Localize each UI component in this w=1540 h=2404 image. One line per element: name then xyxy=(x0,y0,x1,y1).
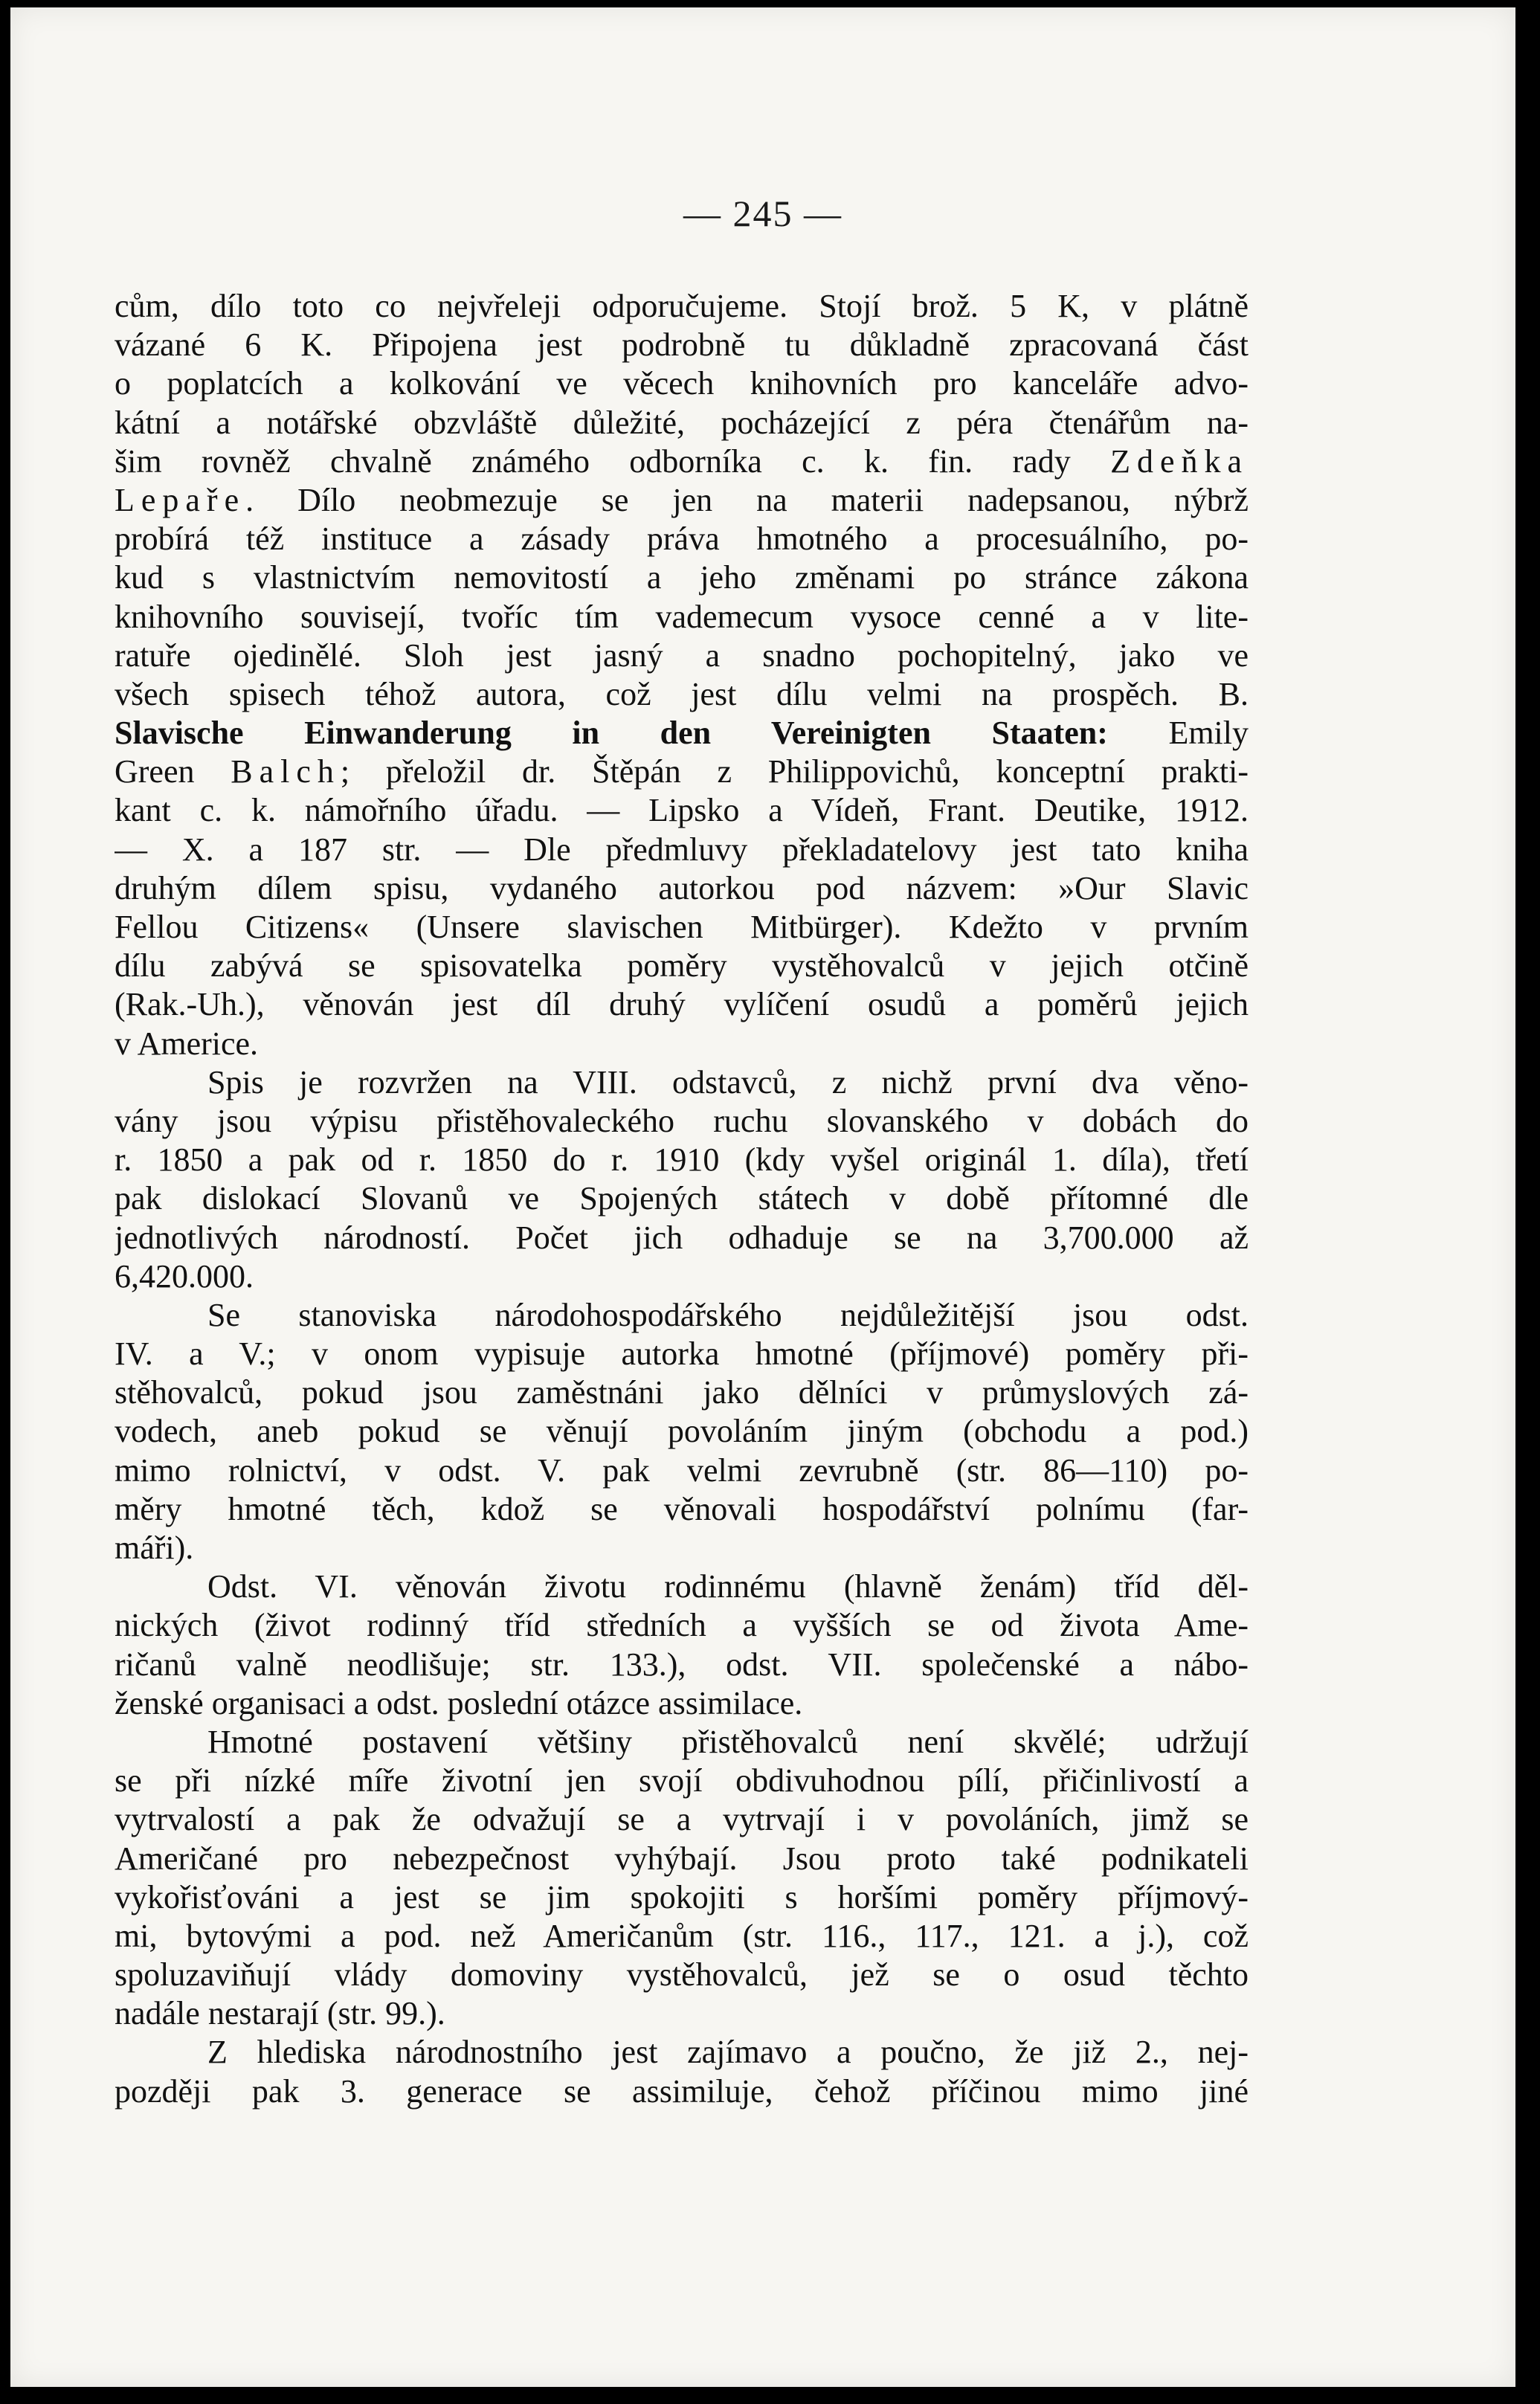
spaced-author-name: Zdeňka xyxy=(1110,442,1249,480)
page-number: — 245 — xyxy=(683,193,843,234)
text-line: Fellou Citizens« (Unsere slavischen Mitbürger). Kdežto v prvním xyxy=(115,909,1249,945)
text-line: v Americe. xyxy=(115,1025,259,1062)
text-line: — X. a 187 str. — Dle předmluvy překladatelovy jest tato kniha xyxy=(115,831,1249,868)
text-line: jednotlivých národností. Počet jich odhaduje se na 3,700.000 až xyxy=(115,1219,1249,1256)
text-line: se při nízké míře životní jen svojí obdivuhodnou pílí, přičinlivostí a xyxy=(115,1762,1249,1799)
text-line: vány jsou výpisu přistěhovaleckého ruchu slovanského v dobách do xyxy=(115,1102,1249,1139)
text-line: druhým dílem spisu, vydaného autorkou pod názvem: »Our Slavic xyxy=(115,869,1249,906)
text-line: Američané pro nebezpečnost vyhýbají. Jsou proto také podnikateli xyxy=(115,1840,1249,1877)
body-text xyxy=(115,287,1249,2111)
text-line: IV. a V.; v onom vypisuje autorka hmotné (příjmové) poměry při- xyxy=(115,1335,1249,1373)
text-line: kud s vlastnictvím nemovitostí a jeho změnami po stránce zákona xyxy=(115,559,1249,596)
text-line: vodech, aneb pokud se věnují povoláním jiným (obchodu a pod.) xyxy=(115,1413,1249,1450)
text-line: Odst. VI. věnován životu rodinnému (hlavně ženám) tříd děl- xyxy=(207,1568,1249,1605)
text-segment: . Dílo neobmezuje se jen na materii nadepsanou, nýbrž xyxy=(245,481,1249,518)
text-line: cům, dílo toto co nejvřeleji odporučujeme. Stojí brož. 5 K, v plátně xyxy=(115,288,1249,324)
text-line: r. 1850 a pak od r. 1850 do r. 1910 (kdy vyšel originál 1. díla), třetí xyxy=(115,1141,1249,1179)
text-segment: Emily xyxy=(1107,715,1249,752)
text-line: Se stanoviska národohospodářského nejdůležitější jsou odst. xyxy=(207,1296,1249,1333)
text-line: kant c. k. námořního úřadu. — Lipsko a Vídeň, Frant. Deutike, 1912. xyxy=(115,792,1249,829)
text-line: mimo rolnictví, v odst. V. pak velmi zevrubně (str. 86—110) po- xyxy=(115,1451,1249,1489)
text-line: probírá též instituce a zásady práva hmotného a procesuálního, po- xyxy=(115,521,1249,558)
text-line: nických (život rodinný tříd středních a vyšších se od života Ame- xyxy=(115,1607,1249,1644)
text-line: 6,420.000. xyxy=(115,1257,254,1295)
text-line: ženské organisaci a odst. poslední otázce assimilace. xyxy=(115,1684,803,1721)
text-line: mi, bytovými a pod. než Američanům (str. 116., 117., 121. a j.), což xyxy=(115,1917,1249,1954)
text-line: vázané 6 K. Připojena jest podrobně tu důkladně zpracovaná část xyxy=(115,326,1249,364)
text-line: (Rak.-Uh.), věnován jest díl druhý vylíčení osudů a poměrů jejich xyxy=(115,986,1249,1023)
text-line: ratuře ojedinělé. Sloh jest jasný a snadno pochopitelný, jako ve xyxy=(115,637,1249,674)
text-line xyxy=(115,442,1249,481)
text-line xyxy=(115,714,1249,753)
text-line: pak dislokací Slovanů ve Spojených státech v době přítomné dle xyxy=(115,1180,1249,1217)
text-line: Spis je rozvržen na VIII. odstavců, z nichž první dva věno- xyxy=(207,1063,1249,1101)
text-line: později pak 3. generace se assimiluje, čehož příčinou mimo jiné xyxy=(115,2072,1249,2110)
text-line: kátní a notářské obzvláště důležité, pocházející z péra čtenářům na- xyxy=(115,404,1249,441)
text-line: měry hmotné těch, kdož se věnovali hospodářství polnímu (far- xyxy=(115,1490,1249,1527)
text-line: dílu zabývá se spisovatelka poměry vystěhovalců v jejich otčině xyxy=(115,947,1249,985)
text-line: stěhovalců, pokud jsou zaměstnáni jako dělníci v průmyslových zá- xyxy=(115,1374,1249,1411)
text-line: vytrvalostí a pak že odvažují se a vytrvají i v povoláních, jimž se xyxy=(115,1801,1249,1838)
text-line: nadále nestarají (str. 99.). xyxy=(115,1995,445,2032)
text-segment: Green xyxy=(115,753,231,790)
text-line: ričanů valně neodlišuje; str. 133.), odst. VII. společenské a nábo- xyxy=(115,1646,1249,1683)
text-segment: ; přeložil dr. Štěpán z Philippovichů, konceptní prakti- xyxy=(340,753,1249,790)
spaced-author-name: Balch xyxy=(231,753,341,790)
text-line: Hmotné postavení většiny přistěhovalců není skvělé; udržují xyxy=(207,1723,1249,1760)
text-line: spoluzaviňují vlády domoviny vystěhovalců, jež se o osud těchto xyxy=(115,1956,1249,1994)
book-page xyxy=(10,7,1515,2387)
text-segment: šim rovněž chvalně známého odborníka c. k. fin. rady xyxy=(115,442,1111,480)
text-line xyxy=(115,753,1249,791)
text-line: Z hlediska národnostního jest zajímavo a poučno, že již 2., nej- xyxy=(207,2034,1249,2071)
text-line: knihovního souvisejí, tvoříc tím vademecum vysoce cenné a v lite- xyxy=(115,598,1249,635)
spaced-author-name: Lepaře xyxy=(115,481,246,518)
text-line: vykořisťováni a jest se jim spokojiti s horšími poměry příjmový- xyxy=(115,1878,1249,1915)
text-line xyxy=(115,481,1249,520)
review-book-title: Slavische Einwanderung in den Vereinigten Staaten: xyxy=(115,715,1108,752)
text-line: máři). xyxy=(115,1530,194,1566)
text-line: o poplatcích a kolkování ve věcech knihovních pro kanceláře advo- xyxy=(115,365,1249,402)
text-line: všech spisech téhož autora, což jest dílu velmi na prospěch. B. xyxy=(115,675,1249,712)
